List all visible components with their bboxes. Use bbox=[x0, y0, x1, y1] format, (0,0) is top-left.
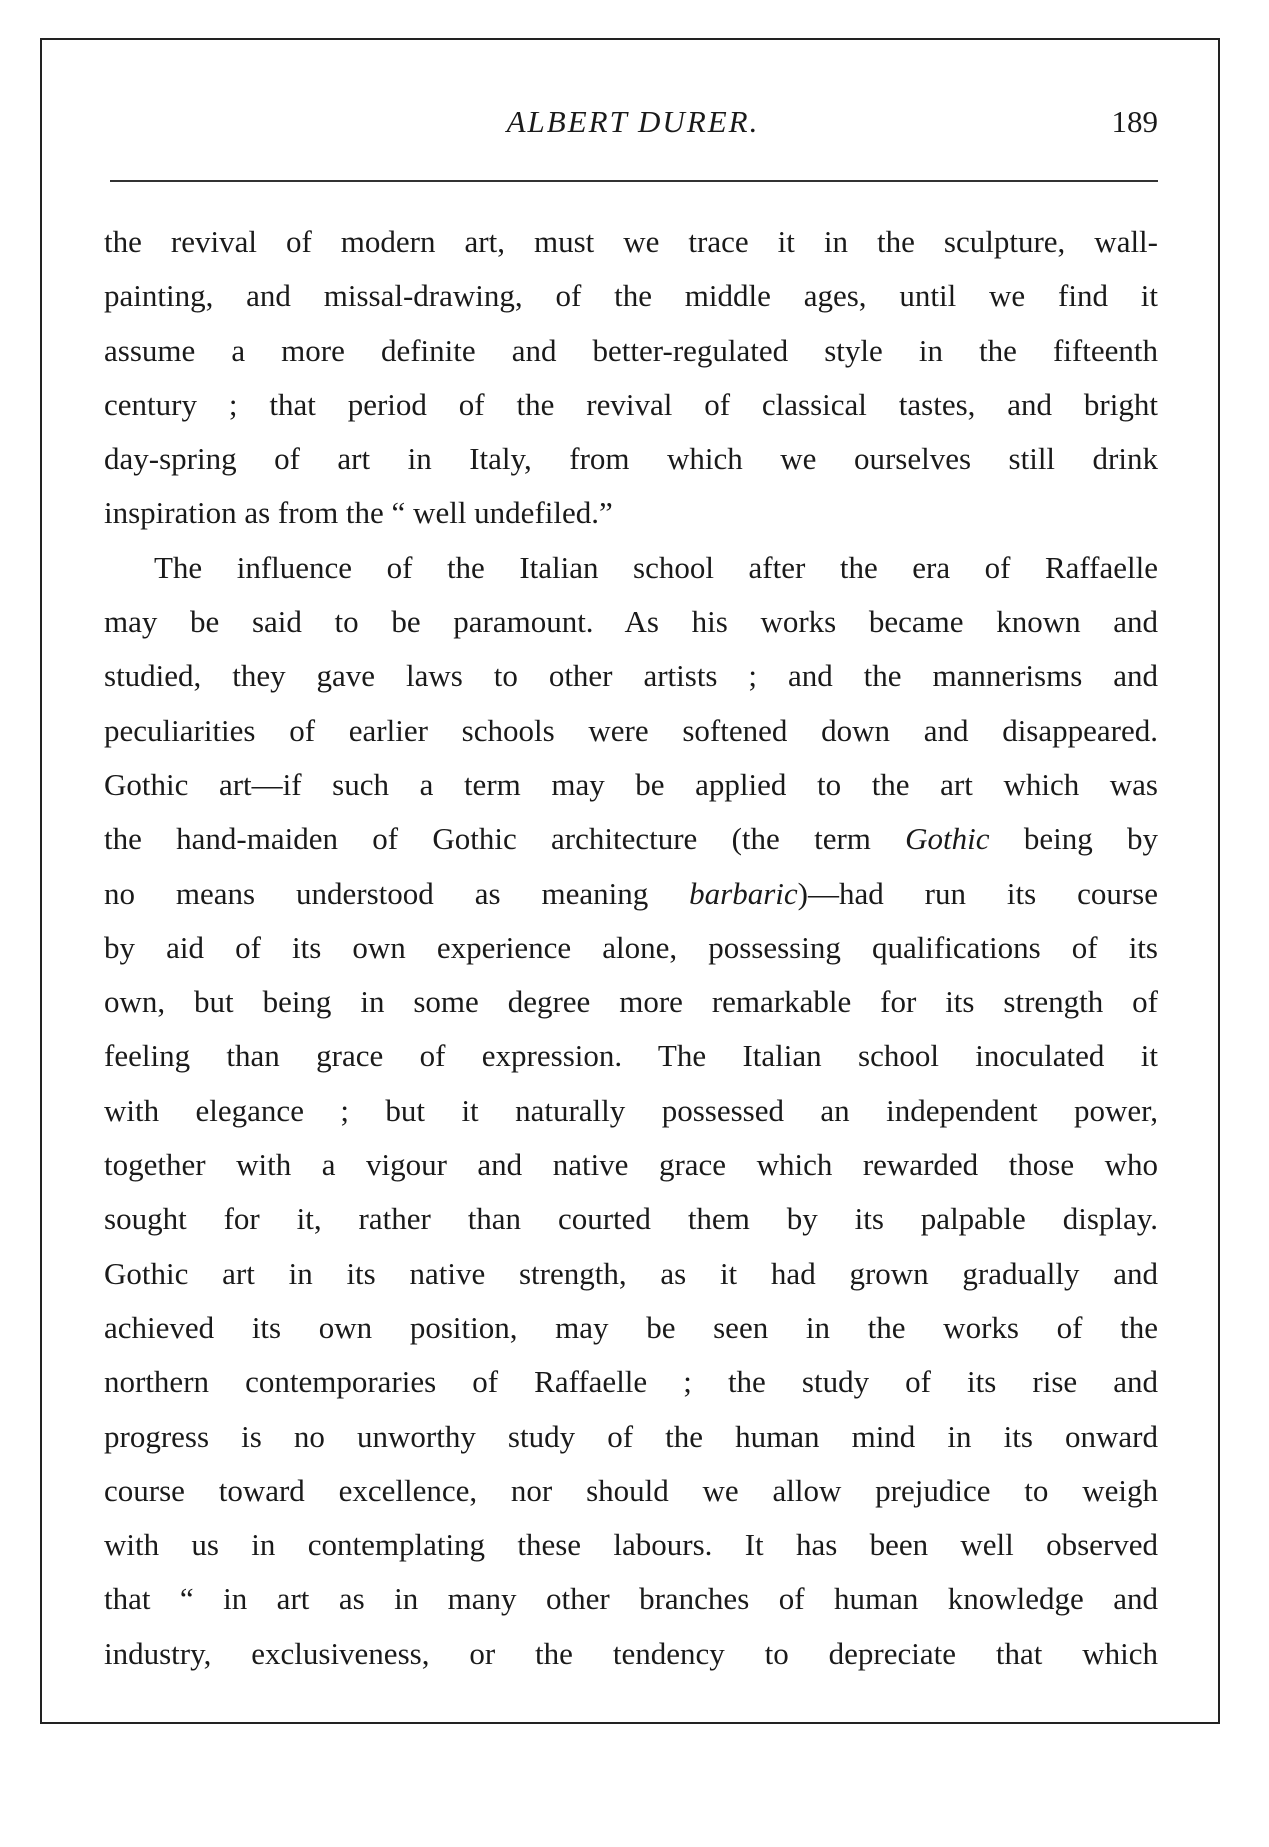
text-segment: no means understood as meaning bbox=[104, 875, 690, 911]
text-line: together with a vigour and native grace which rewarded those who bbox=[104, 1147, 1158, 1183]
page-number: 189 bbox=[1111, 104, 1158, 139]
page-body bbox=[104, 215, 1158, 1681]
header-rule bbox=[110, 180, 1158, 182]
text-line: with elegance ; but it naturally possessed an independent power, bbox=[104, 1092, 1158, 1128]
text-segment: )—had run its course bbox=[797, 875, 1158, 911]
italic-term-gothic: Gothic bbox=[905, 821, 990, 857]
text-line: sought for it, rather than courted them by its palpable display. bbox=[104, 1201, 1158, 1237]
page-frame-bottom-border bbox=[40, 1722, 1220, 1724]
text-line: inspiration as from the “ well undefiled.” bbox=[104, 495, 613, 531]
page-frame-top-border bbox=[40, 38, 1220, 40]
running-header bbox=[108, 104, 1158, 144]
text-line: own, but being in some degree more remarkable for its strength of bbox=[104, 984, 1158, 1020]
text-line: studied, they gave laws to other artists ; and the mannerisms and bbox=[104, 658, 1158, 694]
text-line: The influence of the Italian school after the era of Raffaelle bbox=[154, 549, 1158, 585]
text-line: Gothic art in its native strength, as it had grown gradually and bbox=[104, 1255, 1158, 1291]
text-line: century ; that period of the revival of classical tastes, and bright bbox=[104, 386, 1158, 422]
running-title: ALBERT DURER. bbox=[506, 104, 760, 139]
text-line: with us in contemplating these labours. It has been well observed bbox=[104, 1527, 1158, 1563]
text-line bbox=[104, 867, 1158, 921]
text-segment: being by bbox=[989, 821, 1158, 857]
text-line: feeling than grace of expression. The Italian school inoculated it bbox=[104, 1038, 1158, 1074]
text-line: industry, exclusiveness, or the tendency to depreciate that which bbox=[104, 1635, 1158, 1671]
paragraph-1 bbox=[104, 215, 1158, 541]
text-line: by aid of its own experience alone, possessing qualifications of its bbox=[104, 929, 1158, 965]
text-line: progress is no unworthy study of the human mind in its onward bbox=[104, 1418, 1158, 1454]
text-line: the revival of modern art, must we trace it in the sculpture, wall- bbox=[104, 224, 1158, 259]
text-line: achieved its own position, may be seen in the works of the bbox=[104, 1309, 1158, 1345]
text-line bbox=[104, 812, 1158, 866]
italic-term-barbaric: barbaric bbox=[689, 875, 798, 911]
text-line: Gothic art—if such a term may be applied to the art which was bbox=[104, 766, 1158, 802]
text-line: that “ in art as in many other branches of human knowledge and bbox=[104, 1581, 1158, 1617]
text-line: painting, and missal-drawing, of the middle ages, until we find it bbox=[104, 278, 1158, 314]
text-line: course toward excellence, nor should we allow prejudice to weigh bbox=[104, 1472, 1158, 1508]
text-line: may be said to be paramount. As his works became known and bbox=[104, 604, 1158, 640]
text-segment: the hand-maiden of Gothic architecture (the term bbox=[104, 821, 906, 857]
text-line: northern contemporaries of Raffaelle ; the study of its rise and bbox=[104, 1364, 1158, 1400]
text-line: peculiarities of earlier schools were softened down and disappeared. bbox=[104, 712, 1158, 748]
paragraph-2 bbox=[104, 541, 1158, 1681]
text-line: assume a more definite and better-regulated style in the fifteenth bbox=[104, 332, 1158, 368]
page-frame-right-border bbox=[1218, 38, 1220, 1724]
page-frame-left-border bbox=[40, 38, 42, 1724]
text-line: day-spring of art in Italy, from which we ourselves still drink bbox=[104, 441, 1158, 477]
